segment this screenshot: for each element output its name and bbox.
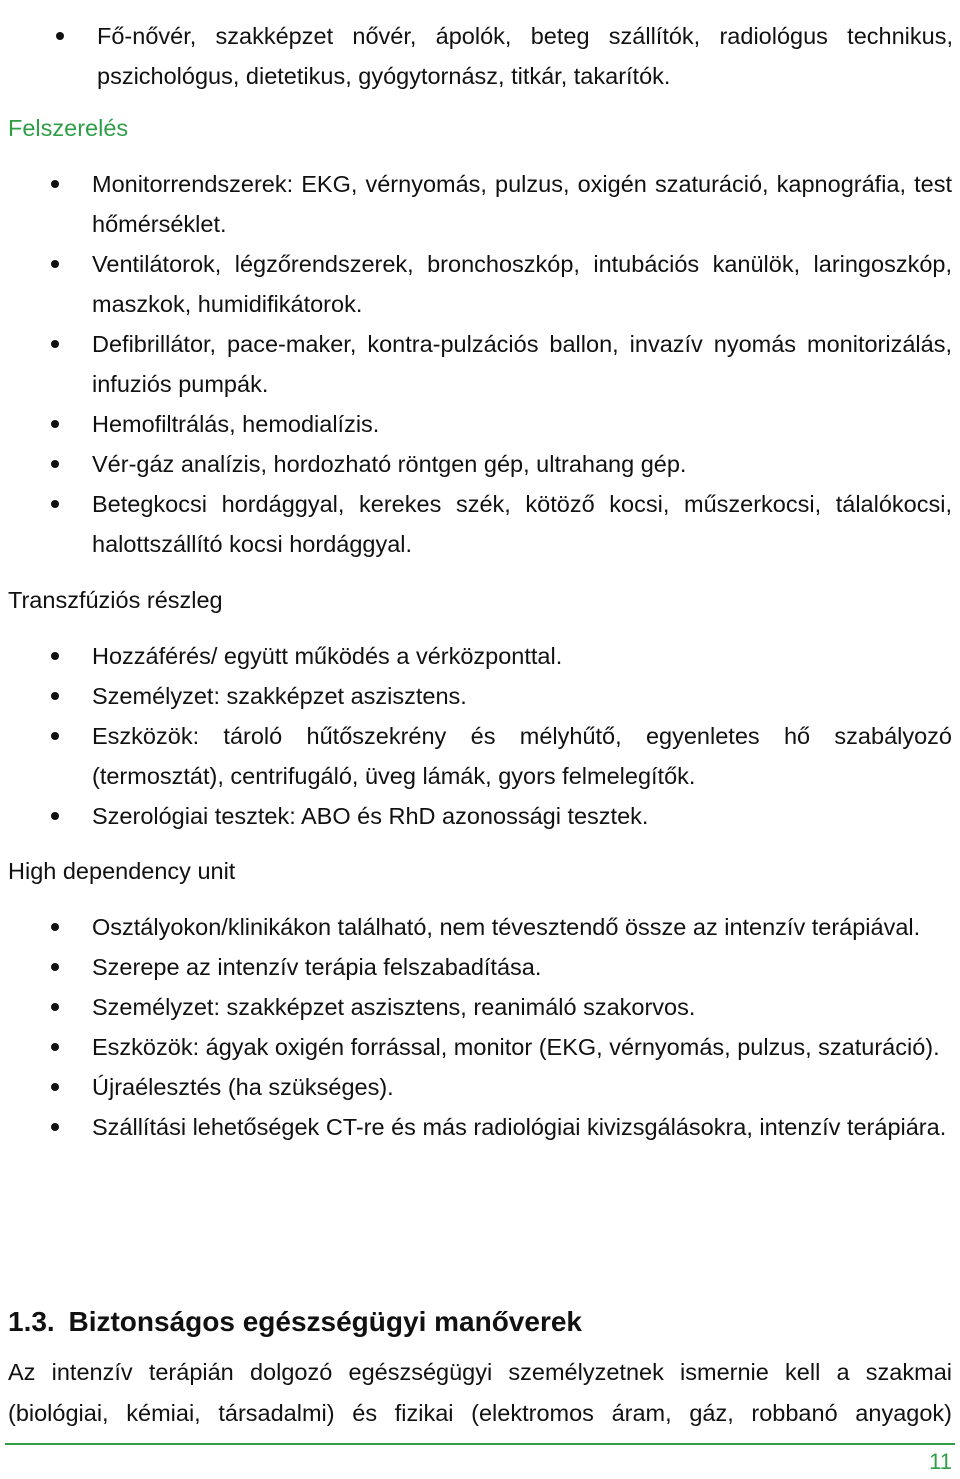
felszereles-list <box>92 164 952 564</box>
list-item-text: Hozzáférés/ együtt működés a vérközponttal. <box>92 643 563 669</box>
bullet-icon <box>51 692 59 700</box>
hdu-list <box>92 907 952 1147</box>
section-heading-felszereles: Felszerelés <box>8 115 129 141</box>
list-item <box>92 1067 952 1107</box>
list-item <box>92 164 952 244</box>
list-item-text: Defibrillátor, pace-maker, kontra-pulzációs ballon, invazív nyomás monitorizálás, infuziós pumpák. <box>92 331 952 397</box>
list-item <box>92 907 952 947</box>
bullet-icon <box>51 652 59 660</box>
bullet-icon <box>51 812 59 820</box>
list-item-text: Fő-nővér, szakképzet nővér, ápolók, beteg szállítók, radiológus technikus, pszichológus, dietetikus, gyógytornász, titkár, takarítók. <box>97 23 953 89</box>
bullet-icon <box>51 1003 59 1011</box>
list-item <box>92 676 952 716</box>
staff-list <box>97 16 953 96</box>
bullet-icon <box>51 1043 59 1051</box>
bullet-icon <box>51 1123 59 1131</box>
bullet-icon <box>51 180 59 188</box>
list-item-text: Eszközök: tároló hűtőszekrény és mélyhűtő, egyenletes hő szabályozó (termosztát), centrifugáló, üveg lámák, gyors felmelegítők. <box>92 723 952 789</box>
list-item <box>92 1027 952 1067</box>
section-title-text: Biztonságos egészségügyi manőverek <box>68 1306 582 1337</box>
list-item-text: Hemofiltrálás, hemodialízis. <box>92 411 380 437</box>
list-item <box>92 987 952 1027</box>
list-item-text: Szerepe az intenzív terápia felszabadítása. <box>92 954 542 980</box>
list-item-text: Betegkocsi hordággyal, kerekes szék, kötöző kocsi, műszerkocsi, tálalókocsi, halottszállító kocsi hordággyal. <box>92 491 952 557</box>
list-item-text: Monitorrendszerek: EKG, vérnyomás, pulzus, oxigén szaturáció, kapnográfia, test hőmérséklet. <box>92 171 952 237</box>
bullet-icon <box>56 32 64 40</box>
list-item <box>92 947 952 987</box>
list-item <box>97 16 953 96</box>
bullet-icon <box>51 420 59 428</box>
list-item <box>92 484 952 564</box>
section-title <box>8 1300 582 1344</box>
list-item <box>92 716 952 796</box>
list-item-text: Szállítási lehetőségek CT-re és más radiológiai kivizsgálásokra, intenzív terápiára. <box>92 1114 947 1140</box>
list-item-text: Személyzet: szakképzet aszisztens. <box>92 683 467 709</box>
bullet-icon <box>51 923 59 931</box>
bullet-icon <box>51 260 59 268</box>
list-item <box>92 404 952 444</box>
footer-divider <box>5 1443 955 1445</box>
list-item-text: Osztályokon/klinikákon található, nem tévesztendő össze az intenzív terápiával. <box>92 914 921 940</box>
body-paragraph: Az intenzív terápián dolgozó egészségügyi személyzetnek ismernie kell a szakmai (biológiai, kémiai, társadalmi) és fizikai (elektromos áram, gáz, robbanó anyagok) <box>8 1359 952 1426</box>
bullet-icon <box>51 963 59 971</box>
list-item <box>92 244 952 324</box>
list-item <box>92 1107 952 1147</box>
list-item-text: Szerológiai tesztek: ABO és RhD azonossági tesztek. <box>92 803 649 829</box>
bullet-icon <box>51 500 59 508</box>
bullet-icon <box>51 1083 59 1091</box>
section-number: 1.3. <box>8 1306 55 1337</box>
list-item-text: Ventilátorok, légzőrendszerek, bronchoszkóp, intubációs kanülök, laringoszkóp, maszkok, humidifikátorok. <box>92 251 952 317</box>
list-item-text: Vér-gáz analízis, hordozható röntgen gép, ultrahang gép. <box>92 451 687 477</box>
page-number: 11 <box>929 1449 952 1474</box>
bullet-icon <box>51 460 59 468</box>
list-item <box>92 636 952 676</box>
bullet-icon <box>51 732 59 740</box>
list-item <box>92 796 952 836</box>
list-item-text: Személyzet: szakképzet aszisztens, reanimáló szakorvos. <box>92 994 696 1020</box>
section-heading-transzfuzios: Transzfúziós részleg <box>8 587 223 613</box>
section-heading-hdu: High dependency unit <box>8 858 236 884</box>
transzfuzios-list <box>92 636 952 836</box>
list-item-text: Újraélesztés (ha szükséges). <box>92 1074 394 1100</box>
list-item-text: Eszközök: ágyak oxigén forrással, monitor (EKG, vérnyomás, pulzus, szaturáció). <box>92 1034 940 1060</box>
list-item <box>92 324 952 404</box>
list-item <box>92 444 952 484</box>
bullet-icon <box>51 340 59 348</box>
